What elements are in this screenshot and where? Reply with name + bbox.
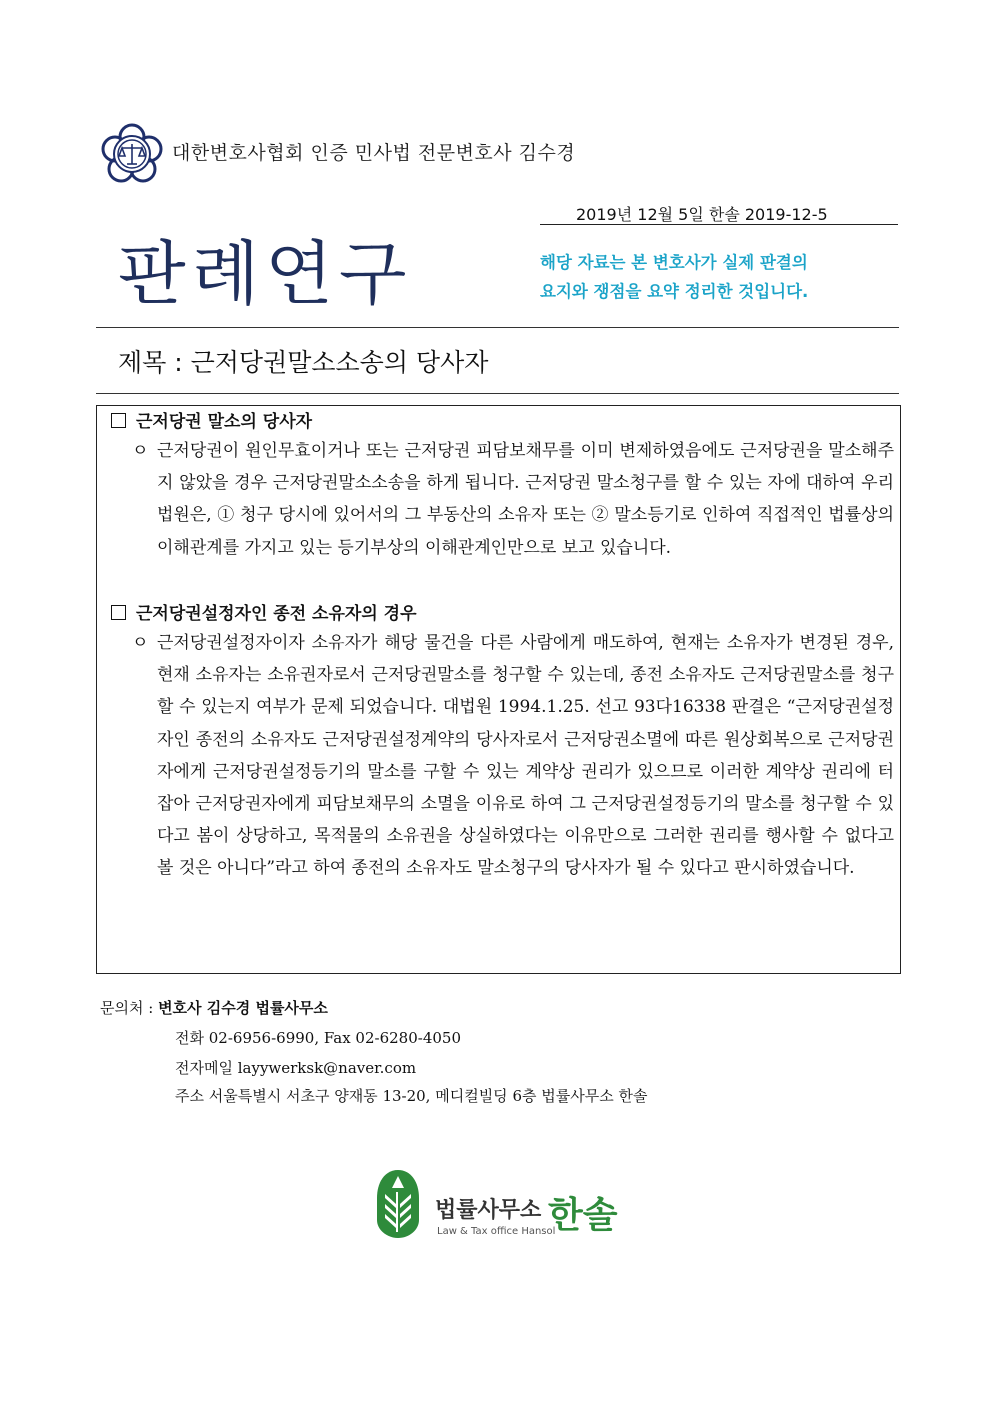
section-body-1: [132, 435, 894, 564]
page-title: 판례연구: [118, 233, 413, 315]
checkbox-square-icon: [111, 413, 126, 428]
bullet-icon: ㅇ: [132, 441, 149, 461]
bar-association-seal-icon: [100, 122, 164, 186]
bullet-icon: ㅇ: [132, 633, 149, 653]
contact-org: 변호사 김수경 법률사무소: [158, 999, 328, 1017]
notice-line-2: 요지와 쟁점을 요약 정리한 것입니다.: [540, 282, 809, 301]
section-heading-1: [111, 407, 312, 432]
section-body-1-text: 근저당권이 원인무효이거나 또는 근저당권 피담보채무를 이미 변제하였음에도 근저당권을 말소해주지 않았을 경우 근저당권말소소송을 하게 됩니다. 근저당권 말소청구를 할 수 있는 자에 대하여 우리 법원은, ① 청구 당시에 있어서의 그 부동산의 소유자 또는 ② 말소등기로 인하여 직접적인 법률상의 이해관계를 가지고 있는 등기부상의 이해관계인만으로 보고 있습니다.: [157, 441, 894, 558]
section-heading-2: [111, 599, 417, 624]
certification-line: 대한변호사협회 인증 민사법 전문변호사 김수경: [172, 142, 576, 164]
divider-top: [96, 327, 899, 328]
section-body-2: [132, 627, 894, 885]
contact-email: 전자메일 layywerksk@naver.com: [175, 1059, 417, 1077]
date-line: 2019년 12월 5일 한솔 2019-12-5: [576, 205, 828, 224]
section-heading-2-text: 근저당권설정자인 종전 소유자의 경우: [136, 604, 417, 624]
notice-line-1: 해당 자료는 본 변호사가 실제 판결의: [540, 253, 808, 272]
section-heading-1-text: 근저당권 말소의 당사자: [136, 412, 313, 432]
contact-phone: 전화 02-6956-6990, Fax 02-6280-4050: [175, 1029, 461, 1047]
contact-heading: [100, 997, 328, 1018]
logo-text-english: Law & Tax office Hansol: [437, 1226, 556, 1237]
notice-text: [540, 248, 900, 306]
hansol-logo-icon: [375, 1168, 421, 1240]
contact-address: 주소 서울특별시 서초구 양재동 13-20, 메디컬빌딩 6층 법률사무소 한솔: [175, 1087, 648, 1105]
section-body-2-text: 근저당권설정자이자 소유자가 해당 물건을 다른 사람에게 매도하여, 현재는 소유자가 변경된 경우, 현재 소유자는 소유권자로서 근저당권말소를 청구할 수 있는데, 종전 소유자도 근저당권말소를 청구할 수 있는지 여부가 문제 되었습니다. 대법원 1994.1.25. 선고 93다16338 판결은 “근저당권설정자인 종전의 소유자도 근저당권설정계약의 당사자로서 근저당권소멸에 따른 원상회복으로 근저당권자에게 근저당권설정등기의 말소를 구할 수 있는 계약상 권리가 있으므로 이러한 계약상 권리에 터잡아 근저당권자에게 피담보채무의 소멸을 이유로 하여 그 근저당권설정등기의 말소를 청구할 수 있다고 봄이 상당하고, 목적물의 소유권을 상실하였다는 이유만으로 그러한 권리를 행사할 수 없다고 볼 것은 아니다”라고 하여 종전의 소유자도 말소청구의 당사자가 될 수 있다고 판시하였습니다.: [157, 633, 894, 879]
checkbox-square-icon: [111, 605, 126, 620]
date-underline: [540, 224, 898, 225]
logo-text-hansol: 한솔: [548, 1195, 618, 1236]
divider-bottom: [96, 393, 899, 394]
contact-label: 문의처 :: [100, 999, 159, 1017]
logo-text-office: 법률사무소: [435, 1198, 542, 1223]
subject-title: 제목 : 근저당권말소소송의 당사자: [118, 348, 489, 377]
content-box: [96, 405, 901, 974]
